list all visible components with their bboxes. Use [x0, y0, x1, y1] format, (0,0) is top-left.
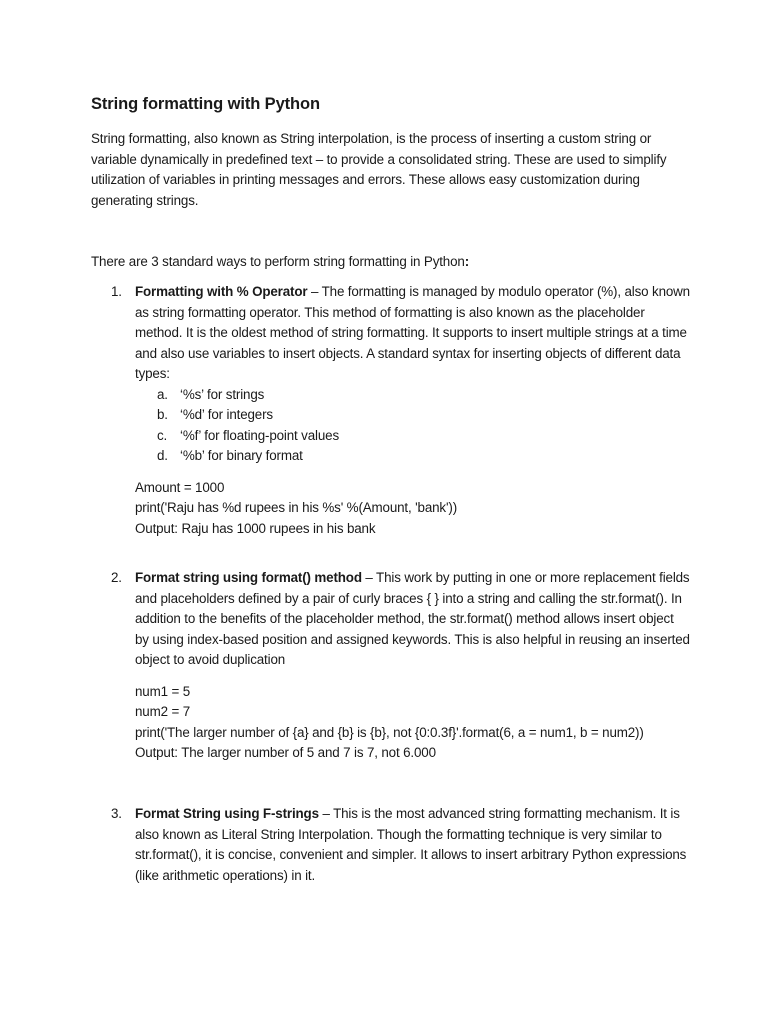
- code-output-line: Output: Raju has 1000 rupees in his bank: [135, 520, 376, 536]
- code-line: num2 = 7: [135, 704, 191, 719]
- list-item-letter: d.: [157, 448, 168, 463]
- method-description: – This is the most advanced string formatting mechanism. It is also known as Literal String Interpolation. Though the formatting technique is very similar to str.format(), it is concise, convenient and simpler. It allows to insert arbitrary Python expressions (like arithmetic operations) in it.: [135, 806, 687, 883]
- code-output-line: Output: The larger number of 5 and 7 is 7, not 6.000: [135, 745, 436, 760]
- method-heading: Format String using F-strings: [135, 806, 319, 821]
- list-item-text: ‘%s’ for strings: [180, 386, 265, 402]
- list-item-text: ‘%d’ for integers: [180, 407, 273, 422]
- code-line: print('The larger number of {a} and {b} is {b}, not {0:0.3f}'.format(6, a = num1, b = num2)): [135, 724, 644, 740]
- method-description: – This work by putting in one or more replacement fields and placeholders defined by a pair of curly braces { } into a string and calling the str.format(). In addition to the benefits of the placeholder method, the str.format() method allows insert object by using index-based position and assigned keywords. This is also helpful in reusing an inserted object to avoid duplication: [135, 570, 690, 667]
- ways-intro-colon: :: [464, 254, 470, 269]
- list-item: [135, 405, 691, 426]
- list-item-letter: a.: [157, 386, 168, 402]
- specifier-list: [135, 385, 691, 467]
- method-item-3: [91, 804, 691, 886]
- list-item: [135, 446, 691, 467]
- code-example: [135, 682, 691, 764]
- list-item-letter: b.: [157, 407, 168, 422]
- list-item-text: ‘%b’ for binary format: [180, 448, 303, 463]
- list-item-letter: c.: [157, 427, 168, 443]
- method-paragraph: [135, 568, 691, 671]
- list-item: [135, 385, 691, 406]
- method-paragraph: [135, 804, 691, 886]
- method-number: 3.: [111, 806, 122, 821]
- code-line: num1 = 5: [135, 683, 191, 699]
- method-body: [135, 568, 691, 764]
- code-example: [135, 478, 691, 540]
- ways-intro-paragraph: [91, 252, 469, 273]
- method-body: [135, 804, 691, 886]
- method-paragraph: [135, 282, 691, 385]
- method-heading: Formatting with % Operator: [135, 284, 308, 299]
- ways-intro-text: There are 3 standard ways to perform string formatting in Python: [91, 254, 465, 269]
- method-description: – The formatting is managed by modulo operator (%), also known as string formatting operator. This method of formatting is also known as the placeholder method. It is the oldest method of string formatting. It supports to insert multiple strings at a time and also use variables to insert objects. A standard syntax for inserting objects of different data types:: [135, 284, 690, 381]
- list-item: [135, 426, 691, 447]
- method-item-2: [91, 568, 691, 764]
- code-line: print('Raju has %d rupees in his %s' %(Amount, 'bank')): [135, 500, 458, 515]
- list-item-text: ‘%f’ for floating-point values: [180, 427, 339, 443]
- method-item-1: [91, 282, 691, 539]
- method-number: 2.: [111, 570, 122, 585]
- code-line: Amount = 1000: [135, 479, 225, 495]
- page-title: String formatting with Python: [91, 95, 320, 113]
- intro-paragraph: String formatting, also known as String interpolation, is the process of inserting a custom string or variable dynamically in predefined text – to provide a consolidated string. These are used to simplify utilization of variables in printing messages and errors. These allows easy customization during generating strings.: [91, 131, 667, 208]
- method-number: 1.: [111, 284, 122, 299]
- method-body: [135, 282, 691, 539]
- method-heading: Format string using format() method: [135, 570, 362, 585]
